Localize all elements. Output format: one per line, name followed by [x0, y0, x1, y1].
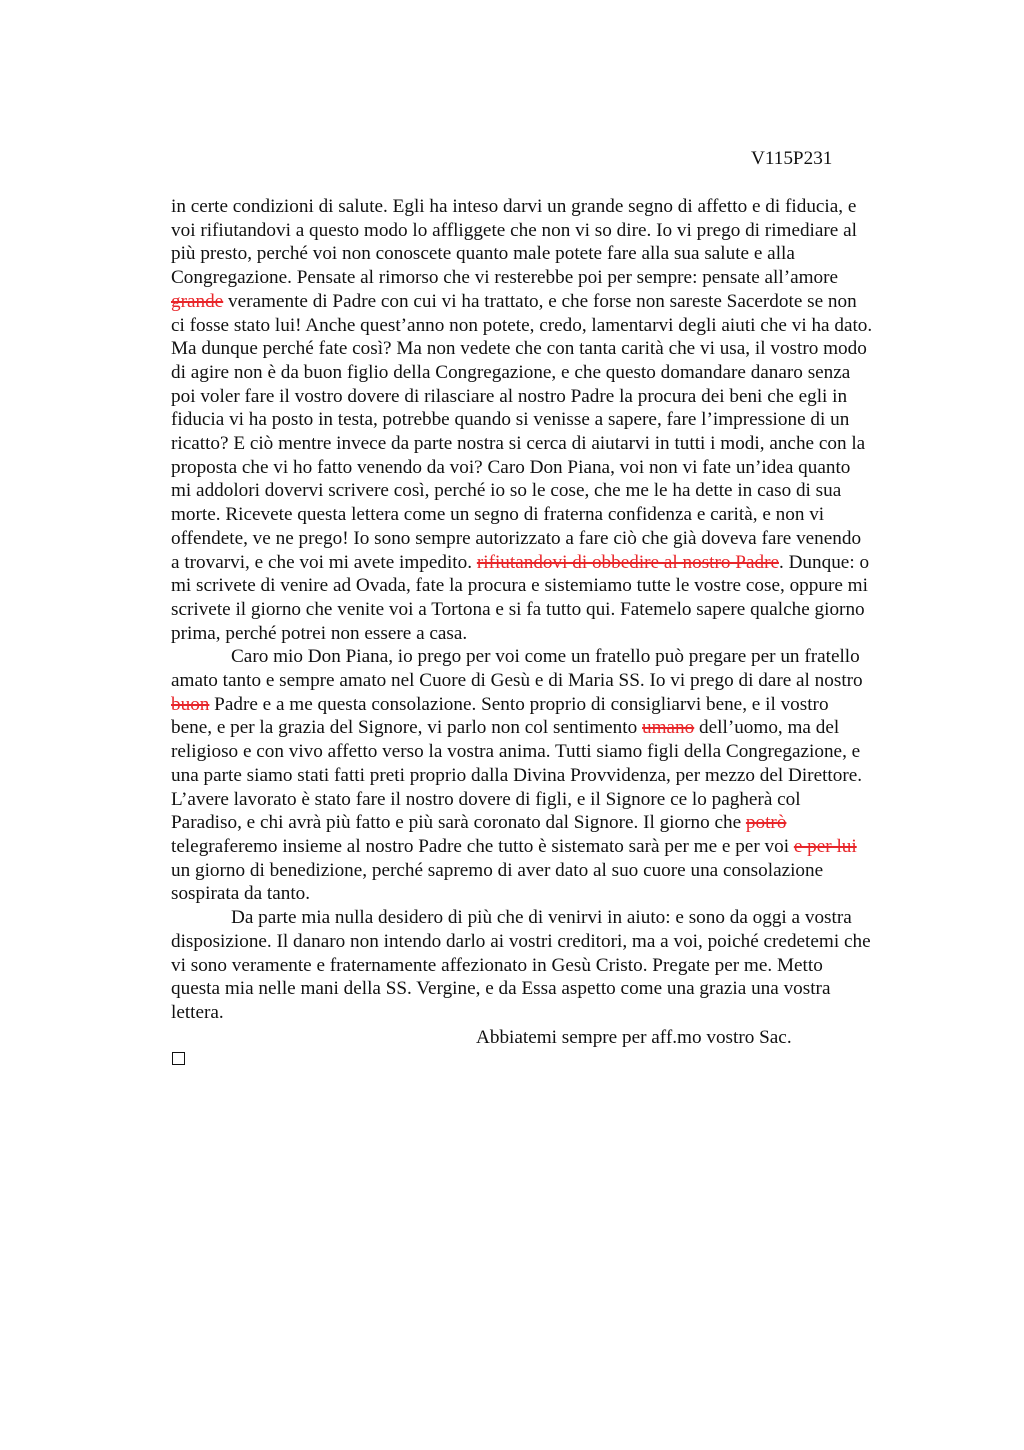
- text-line: [171, 669, 961, 693]
- text-line: [171, 385, 961, 409]
- text-line: [171, 361, 961, 385]
- text-run: Paradiso, e chi avrà più fatto e più sarà coronato dal Signore. Il giorno che: [171, 812, 746, 834]
- text-run: offendete, ve ne prego! Io sono sempre autorizzato a fare ciò che già doveva fare venendo: [171, 527, 862, 549]
- text-line: [171, 977, 961, 1001]
- text-run: ricatto? E ciò mentre invece da parte nostra si cerca di aiutarvi in tutti i modi, anche con la: [171, 433, 866, 455]
- text-run: Caro mio Don Piana, io prego per voi come un fratello può pregare per un fratello: [231, 646, 860, 668]
- letter-closing: Abbiatemi sempre per aff.mo vostro Sac.: [476, 1027, 792, 1048]
- text-line: [171, 456, 961, 480]
- text-run: a trovarvi, e che voi mi avete impedito.: [171, 551, 477, 573]
- text-run: bene, e per la grazia del Signore, vi parlo non col sentimento: [171, 717, 643, 739]
- text-run: Ma dunque perché fate così? Ma non vedete che con tanta carità che vi usa, il vostro modo: [171, 338, 867, 360]
- text-line: [171, 314, 961, 338]
- text-line: [171, 693, 961, 717]
- text-line: [171, 527, 961, 551]
- text-run: ci fosse stato lui! Anche quest’anno non potete, credo, lamentarvi degli aiuti che vi ha dato.: [171, 314, 873, 336]
- text-line: [171, 242, 961, 266]
- text-line: [171, 1001, 961, 1025]
- text-line: [171, 598, 961, 622]
- deleted-text: grande: [171, 290, 224, 312]
- text-line: [171, 882, 961, 906]
- text-line: [171, 337, 961, 361]
- text-line: [171, 930, 961, 954]
- text-run: L’avere lavorato è stato fare il nostro dovere di figli, e il Signore ce lo pagherà col: [171, 788, 801, 810]
- text-run: sospirata da tanto.: [171, 883, 311, 905]
- text-line: [171, 479, 961, 503]
- text-run: veramente di Padre con cui vi ha trattato, e che forse non sareste Sacerdote se non: [223, 290, 857, 312]
- text-run: proposta che vi ho fatto venendo da voi? Caro Don Piana, voi non vi fate un’idea quanto: [171, 456, 851, 478]
- text-line: [171, 622, 961, 646]
- text-line: [171, 740, 961, 764]
- text-run: voi rifiutandovi a questo modo lo affliggete che non vi so dire. Io vi prego di rimediare al: [171, 219, 857, 241]
- text-run: una parte siamo stati fatti preti proprio dalla Divina Provvidenza, per mezzo del Direttore.: [171, 764, 863, 786]
- text-run: Congregazione. Pensate al rimorso che vi resterebbe poi per sempre: pensate all’amore: [171, 267, 839, 289]
- text-line: [171, 835, 961, 859]
- text-line: [171, 408, 961, 432]
- text-line: [171, 645, 961, 669]
- text-run: mi addolori dovervi scrivere così, perché io so le cose, che me le ha dette in caso di sua: [171, 480, 842, 502]
- text-line: [171, 716, 961, 740]
- text-run: un giorno di benedizione, perché sapremo di aver dato al suo cuore una consolazione: [171, 859, 824, 881]
- text-line: [171, 290, 961, 314]
- text-run: amato tanto e sempre amato nel Cuore di Gesù e di Maria SS. Io vi prego di dare al nostro: [171, 670, 863, 692]
- text-line: [171, 195, 961, 219]
- text-run: . Dunque: o: [778, 551, 870, 573]
- text-run: di agire non è da buon figlio della Congregazione, e che questo domandare danaro senza: [171, 361, 851, 383]
- text-run: dell’uomo, ma del: [694, 717, 840, 739]
- text-run: scrivete il giorno che venite voi a Tortona e si fa tutto qui. Fatemelo sapere qualche giorno: [171, 598, 865, 620]
- text-line: [171, 551, 961, 575]
- checkbox-square-icon: [172, 1052, 185, 1065]
- text-line: [171, 219, 961, 243]
- deleted-text: e per lui: [793, 835, 857, 857]
- text-run: mi scrivete di venire ad Ovada, fate la procura e sistemiamo tutte le vostre cose, oppure mi: [171, 575, 868, 597]
- text-line: [171, 503, 961, 527]
- text-run: prima, perché potrei non essere a casa.: [171, 622, 468, 644]
- text-run: questa mia nelle mani della SS. Vergine, e da Essa aspetto come una grazia una vostra: [171, 978, 831, 1000]
- text-run: fiducia vi ha posto in testa, potrebbe quando si venisse a sapere, fare l’impressione di un: [171, 409, 850, 431]
- text-run: poi voler fare il vostro dovere di rilasciare al nostro Padre la procura dei beni che egli in: [171, 385, 848, 407]
- deleted-text: rifiutandovi di obbedire al nostro Padre: [476, 551, 779, 573]
- text-run: religioso e con vivo affetto verso la vostra anima. Tutti siamo figli della Congregazione, e: [171, 741, 861, 763]
- text-line: [171, 954, 961, 978]
- text-run: disposizione. Il danaro non intendo darlo ai vostri creditori, ma a voi, poiché credetemi che: [171, 930, 871, 952]
- text-line: [171, 859, 961, 883]
- deleted-text: umano: [642, 717, 695, 739]
- text-run: morte. Ricevete questa lettera come un segno di fraterna confidenza e carità, e non vi: [171, 504, 825, 526]
- text-line: [171, 788, 961, 812]
- deleted-text: potrò: [745, 812, 787, 834]
- text-run: Padre e a me questa consolazione. Sento proprio di consigliarvi bene, e il vostro: [209, 693, 829, 715]
- page-reference: V115P231: [751, 148, 833, 169]
- letter-body: [171, 195, 961, 1025]
- text-line: [171, 906, 961, 930]
- text-run: più presto, perché voi non conoscete quanto male potete fare alla sua salute e alla: [171, 243, 795, 265]
- deleted-text: buon: [171, 693, 210, 715]
- text-run: in certe condizioni di salute. Egli ha inteso darvi un grande segno di affetto e di fiducia, e: [171, 196, 857, 217]
- text-line: [171, 432, 961, 456]
- text-line: [171, 266, 961, 290]
- text-line: [171, 574, 961, 598]
- text-run: Da parte mia nulla desidero di più che di venirvi in aiuto: e sono da oggi a vostra: [231, 907, 852, 929]
- text-run: telegraferemo insieme al nostro Padre che tutto è sistemato sarà per me e per voi: [171, 835, 794, 857]
- text-line: [171, 811, 961, 835]
- text-run: vi sono veramente e fraternamente affezionato in Gesù Cristo. Pregate per me. Metto: [171, 954, 823, 976]
- text-run: lettera.: [171, 1001, 224, 1023]
- text-line: [171, 764, 961, 788]
